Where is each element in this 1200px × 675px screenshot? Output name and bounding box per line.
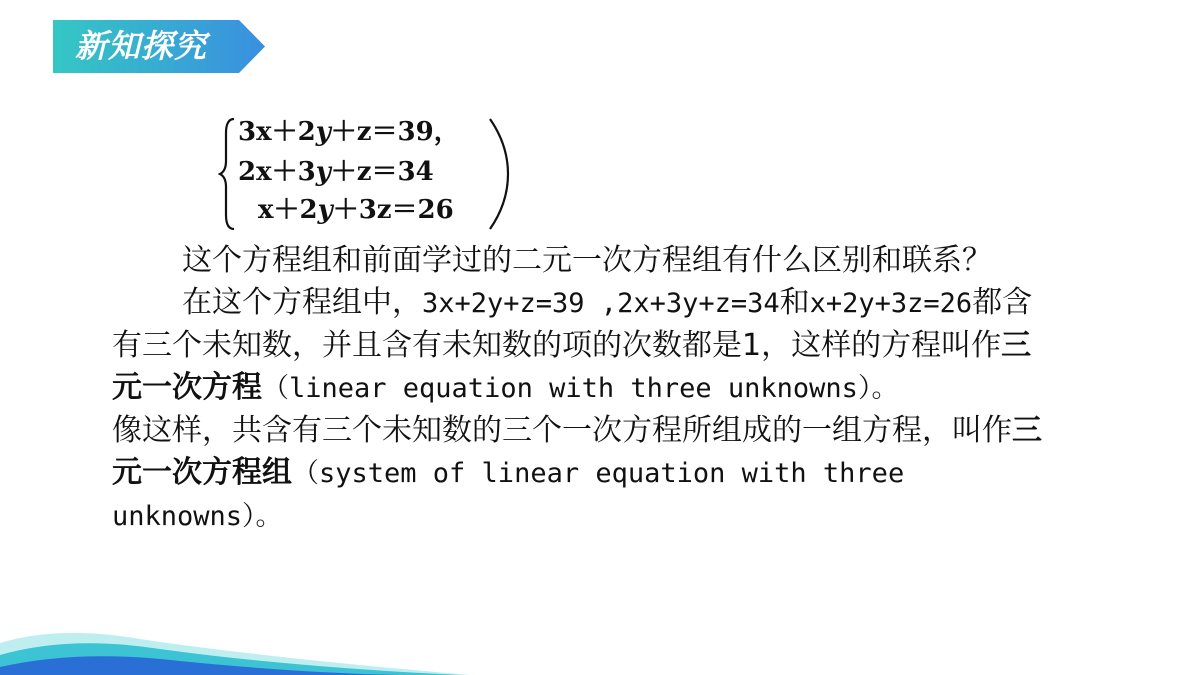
- section-banner: [53, 20, 265, 73]
- page-title: 新知探究: [75, 27, 208, 65]
- decorative-wave: [0, 625, 470, 675]
- equation-3: x＋2y＋3z＝26: [258, 195, 454, 225]
- lesson-text: [112, 240, 1042, 538]
- equation-system: [218, 115, 518, 233]
- term-linear-equation: 三元一次方程: [112, 328, 1032, 405]
- question-paragraph: 这个方程组和前面学过的二元一次方程组有什么区别和联系？: [182, 243, 992, 278]
- equation-1: 3x＋2y＋z＝39，: [238, 117, 460, 147]
- definition-paragraph: 在这个方程组中，3x+2y+z=39 ,2x+3y+z=34和x+2y+3z=26都含有三个未知数，并且含有未知数的项的次数都是1，这样的方程叫作三元一次方程（linear equation with three unknowns）。: [112, 285, 1033, 405]
- term-linear-system: 三元一次方程组: [112, 413, 1042, 490]
- equation-2: 2x＋3y＋z＝34: [238, 157, 434, 187]
- system-definition-paragraph: 像这样，共含有三个未知数的三个一次方程所组成的一组方程，叫作三元一次方程组（system of linear equation with three unknowns）。: [112, 413, 1042, 532]
